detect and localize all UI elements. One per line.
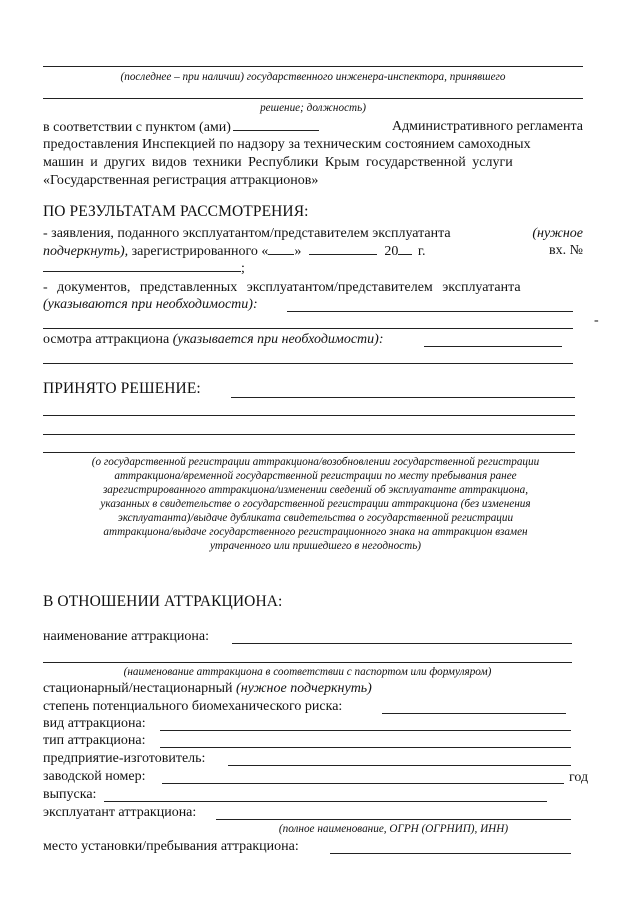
stationary-line [43, 680, 372, 697]
location-label: место установки/пребывания аттракциона: [43, 839, 299, 854]
decision-blank-4[interactable] [43, 452, 575, 453]
year-word: год [569, 770, 589, 785]
year-prefix: 20 [384, 244, 399, 259]
name-caption: (наименование аттракциона в соответствии с паспортом или формуляром) [123, 666, 492, 678]
quote-close: » [294, 244, 302, 259]
documents-note: (указываются при необходимости): [43, 297, 258, 312]
decision-blank-3[interactable] [43, 434, 575, 435]
year-blank[interactable] [398, 242, 412, 255]
underline-note: подчеркнуть), [43, 244, 129, 259]
stationary-label: стационарный/нестационарный [43, 681, 233, 696]
risk-label: степень потенциального биомеханического риска: [43, 699, 343, 714]
release-blank[interactable] [104, 801, 547, 802]
top-rule-2 [43, 98, 583, 99]
location-blank[interactable] [330, 853, 571, 854]
application-line-1 [43, 225, 583, 242]
inspection-line [43, 331, 383, 348]
decision-caption-line: аттракциона/выдаче государственного регистрационного знака на аттракцион взамен [103, 526, 528, 538]
incoming-number-blank[interactable] [43, 259, 241, 272]
maker-label: предприятие-изготовитель: [43, 751, 206, 766]
risk-blank[interactable] [382, 713, 566, 714]
documents-line-1: - документов, представленных эксплуатантом/представителем эксплуатанта [43, 280, 521, 295]
name-label: наименование аттракциона: [43, 629, 209, 644]
maker-blank[interactable] [228, 765, 571, 766]
type-label: тип аттракциона: [43, 733, 146, 748]
intro-line-4: «Государственная регистрация аттракционов» [43, 173, 319, 188]
application-line-3 [43, 259, 245, 277]
documents-blank-2[interactable] [43, 328, 573, 329]
operator-blank[interactable] [216, 819, 571, 820]
type-blank[interactable] [160, 747, 571, 748]
top-rule-1 [43, 66, 583, 67]
header-caption-2: решение; должность) [260, 102, 366, 114]
stationary-note: (нужное подчеркнуть) [236, 681, 372, 696]
review-heading: ПО РЕЗУЛЬТАТАМ РАССМОТРЕНИЯ: [43, 203, 309, 220]
documents-blank-1[interactable] [287, 311, 573, 312]
serial-blank[interactable] [162, 783, 564, 784]
decision-caption-line: утраченного или пришедшего в негодность) [209, 540, 422, 552]
header-caption-1: (последнее – при наличии) государственного инженера-инспектора, принявшего [120, 71, 506, 83]
incoming-number-label: вх. № [549, 243, 583, 258]
decision-blank-1[interactable] [231, 397, 575, 398]
margin-dash: - [594, 313, 599, 328]
intro-line-2: предоставления Инспекцией по надзору за техническим состоянием самоходных [43, 137, 531, 152]
day-blank[interactable] [268, 242, 294, 255]
intro-line1-a: в соответствии с пунктом (ами) [43, 120, 231, 135]
intro-line-3: машин и других видов техники Республики Крым государственной услуги [43, 155, 513, 170]
inspection-note: (указывается при необходимости): [172, 332, 384, 347]
clause-number-blank[interactable] [233, 118, 319, 131]
serial-label: заводской номер: [43, 769, 146, 784]
decision-caption [43, 455, 588, 553]
kind-blank[interactable] [160, 730, 571, 731]
year-suffix: г. [417, 244, 426, 259]
operator-caption: (полное наименование, ОГРН (ОГРНИП), ИНН) [278, 823, 509, 835]
decision-caption-line: аттракциона/временной государственной регистрации по месту пребывания ранее [114, 470, 517, 482]
operator-label: эксплуатант аттракциона: [43, 805, 197, 820]
month-blank[interactable] [309, 242, 377, 255]
registered-label: зарегистрированного « [131, 244, 269, 259]
name-blank-2[interactable] [43, 662, 572, 663]
intro-line-1 [43, 118, 583, 136]
inspection-label: осмотра аттракциона [43, 332, 170, 347]
decision-caption-line: эксплуатанта)/выдаче дубликата свидетельства о государственной регистрации [117, 512, 514, 524]
decision-heading: ПРИНЯТО РЕШЕНИЕ: [43, 380, 201, 397]
attraction-heading: В ОТНОШЕНИИ АТТРАКЦИОНА: [43, 593, 283, 610]
intro-line1-b: Административного регламента [391, 119, 583, 134]
release-label: выпуска: [43, 787, 97, 802]
semicolon: ; [241, 261, 245, 276]
decision-blank-2[interactable] [43, 415, 575, 416]
decision-caption-line: зарегистрированного аттракциона/изменении сведений об эксплуатанте аттракциона, [102, 484, 529, 496]
decision-caption-line: (о государственной регистрации аттракциона/возобновлении государственной регистрации [91, 456, 540, 468]
application-line-2 [43, 242, 583, 260]
inspection-blank-2[interactable] [43, 363, 573, 364]
name-blank-1[interactable] [232, 643, 572, 644]
application-note: (нужное [532, 226, 583, 241]
kind-label: вид аттракциона: [43, 716, 146, 731]
decision-caption-line: указанных в свидетельстве о государственной регистрации аттракциона (без изменения [100, 498, 531, 510]
application-text: - заявления, поданного эксплуатантом/представителем эксплуатанта [43, 226, 451, 241]
inspection-blank-1[interactable] [424, 346, 562, 347]
documents-line-2 [43, 296, 258, 313]
